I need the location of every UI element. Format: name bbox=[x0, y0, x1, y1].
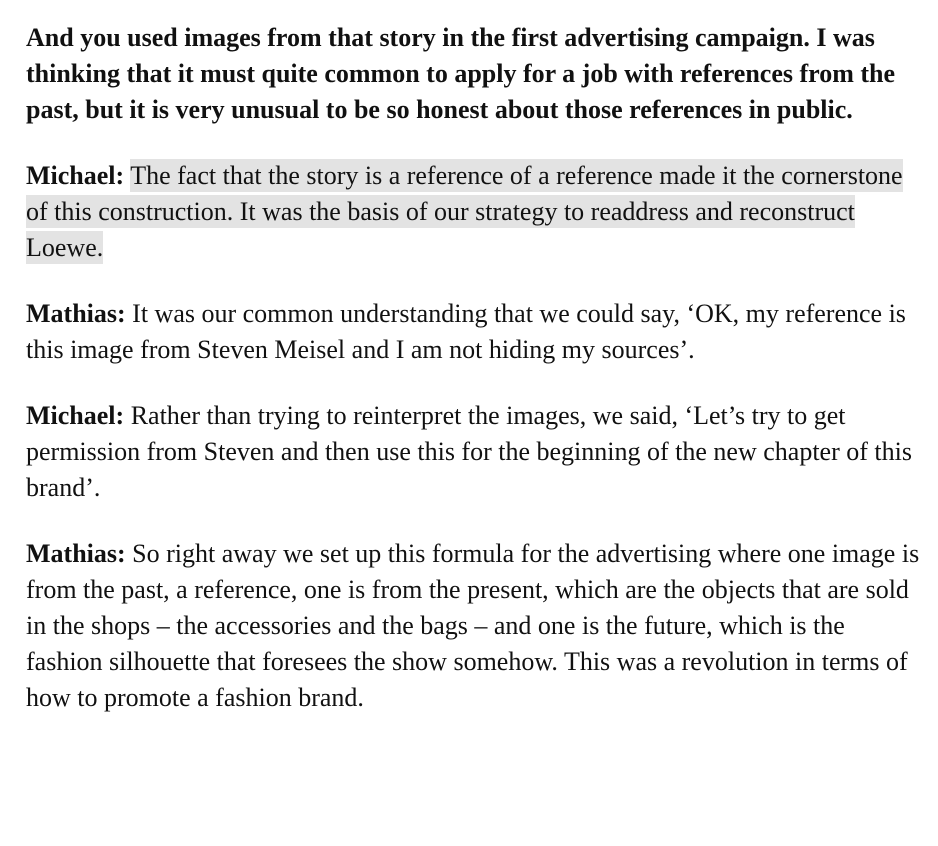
answer-text: So right away we set up this formula for the advertising where one image is from the past, a reference, one is from the present, which are the objects that are sold in the shops – the accessories and the bags – and one is the future, which is the fashion silhouette that foresees the show somehow. This was a revolution in terms of how to promote a fashion brand. bbox=[26, 539, 920, 712]
speaker-name: Mathias: bbox=[26, 299, 126, 328]
answer-paragraph-3 bbox=[26, 398, 926, 506]
answer-text: It was our common understanding that we could say, ‘OK, my reference is this image from Steven Meisel and I am not hiding my sources’. bbox=[26, 299, 906, 364]
highlighted-answer-text[interactable]: The fact that the story is a reference of a reference made it the cornerstone of this construction. It was the basis of our strategy to readdress and reconstruct Loewe. bbox=[26, 161, 903, 262]
answer-paragraph-2 bbox=[26, 296, 926, 368]
speaker-name: Michael: bbox=[26, 161, 125, 190]
interview-text bbox=[26, 20, 926, 746]
answer-paragraph-1 bbox=[26, 158, 926, 266]
interview-question: And you used images from that story in the first advertising campaign. I was thinking that it must quite common to apply for a job with references from the past, but it is very unusual to be so honest about those references in public. bbox=[26, 23, 896, 124]
speaker-name: Mathias: bbox=[26, 539, 126, 568]
answer-text: Rather than trying to reinterpret the images, we said, ‘Let’s try to get permission from Steven and then use this for the beginning of the new chapter of this brand’. bbox=[26, 401, 912, 502]
speaker-name: Michael: bbox=[26, 401, 125, 430]
answer-paragraph-4 bbox=[26, 536, 926, 716]
